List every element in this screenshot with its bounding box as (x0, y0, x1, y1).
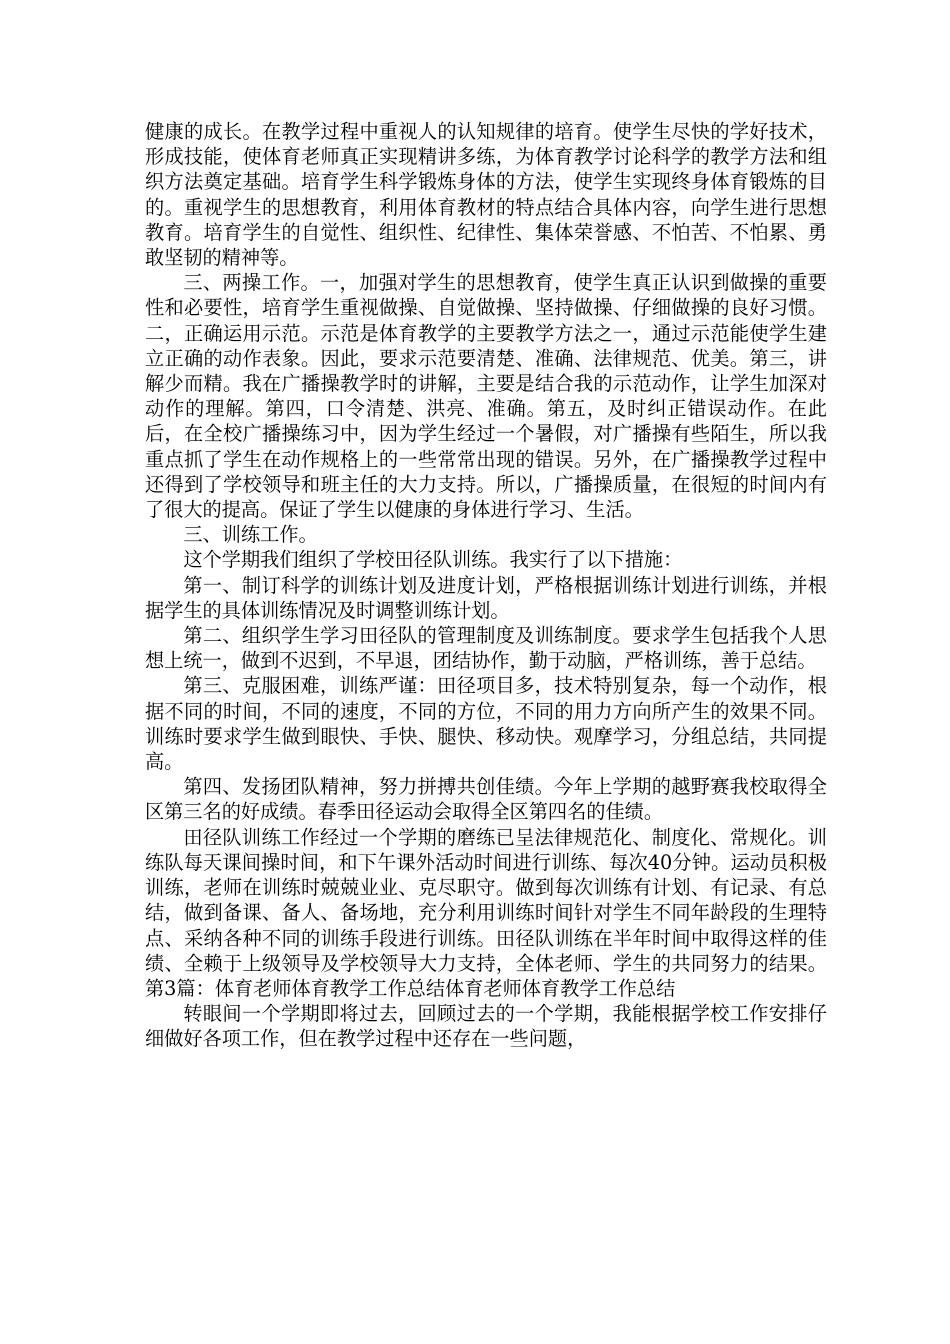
paragraph-training-heading: 三、训练工作。 (183, 523, 318, 547)
paragraph-two-exercises: 三、两操工作。一，加强对学生的思想教育，使学生真正认识到做操的重要性和必要性，培育学生重视做操、自觉做操、坚持做操、仔细做操的良好习惯。二，正确运用示范。示范是体育教学的主要教学方法之一，通过示范能使学生建立正确的动作表象。因此，要求示范要清楚、准确、法律规范、优美。第三，讲解少而精。我在广播操教学时的讲解，主要是结合我的示范动作，让学生加深对动作的理解。第四，口令清楚、洪亮、准确。第五，及时纠正错误动作。在此后，在全校广播操练习中，因为学生经过一个暑假，对广播操有些陌生，所以我重点抓了学生在动作规格上的一些常常出现的错误。另外，在广播操教学过程中还得到了学校领导和班主任的大力支持。所以，广播操质量，在很短的时间内有了很大的提高。保证了学生以健康的身体进行学习、生活。 (145, 271, 827, 522)
paragraph-measure-third: 第三、克服困难，训练严谨：田径项目多，技术特别复杂，每一个动作，根据不同的时间，不同的速度，不同的方位，不同的用力方向所产生的效果不同。训练时要求学生做到眼快、手快、腿快、移动快。观摩学习，分组总结，共同提高。 (145, 674, 827, 774)
paragraph-health-growth: 健康的成长。在教学过程中重视人的认知规律的培育。使学生尽快的学好技术，形成技能，使体育老师真正实现精讲多练，为体育教学讨论科学的教学方法和组织方法奠定基础。培育学生科学锻炼身体的方法，使学生实现终身体育锻炼的目的。重视学生的思想教育，利用体育教材的特点结合具体内容，向学生进行思想教育。培育学生的自觉性、组织性、纪律性、集体荣誉感、不怕苦、不怕累、勇敢坚韧的精神等。 (145, 120, 827, 270)
paragraph-measure-fourth: 第四、发扬团队精神，努力拼搏共创佳绩。今年上学期的越野赛我校取得全区第三名的好成绩。春季田径运动会取得全区第四名的佳绩。 (145, 775, 827, 824)
paragraph-semester-review: 转眼间一个学期即将过去，回顾过去的一个学期，我能根据学校工作安排仔细做好各项工作，但在教学过程中还存在一些问题， (145, 1002, 827, 1051)
paragraph-measure-first: 第一、制订科学的训练计划及进度计划，严格根据训练计划进行训练，并根据学生的具体训练情况及时调整训练计划。 (145, 573, 827, 622)
document-page (145, 119, 827, 1052)
paragraph-measure-second: 第二、组织学生学习田径队的管理制度及训练制度。要求学生包括我个人思想上统一，做到不迟到，不早退，团结协作，勤于动脑，严格训练，善于总结。 (145, 624, 827, 673)
paragraph-track-team-summary: 田径队训练工作经过一个学期的磨练已呈法律规范化、制度化、常规化。训练队每天课间操时间，和下午课外活动时间进行训练、每次40分钟。运动员积极训练，老师在训练时兢兢业业、克尽职守。做到每次训练有计划、有记录、有总结，做到备课、备人、备场地，充分利用训练时间针对学生不同年龄段的生理特点、采纳各种不同的训练手段进行训练。田径队训练在半年时间中取得这样的佳绩、全赖于上级领导及学校领导大力支持，全体老师、学生的共同努力的结果。第3篇：体育老师体育教学工作总结体育老师体育教学工作总结 (145, 825, 827, 1000)
paragraph-training-intro: 这个学期我们组织了学校田径队训练。我实行了以下措施： (183, 548, 683, 572)
